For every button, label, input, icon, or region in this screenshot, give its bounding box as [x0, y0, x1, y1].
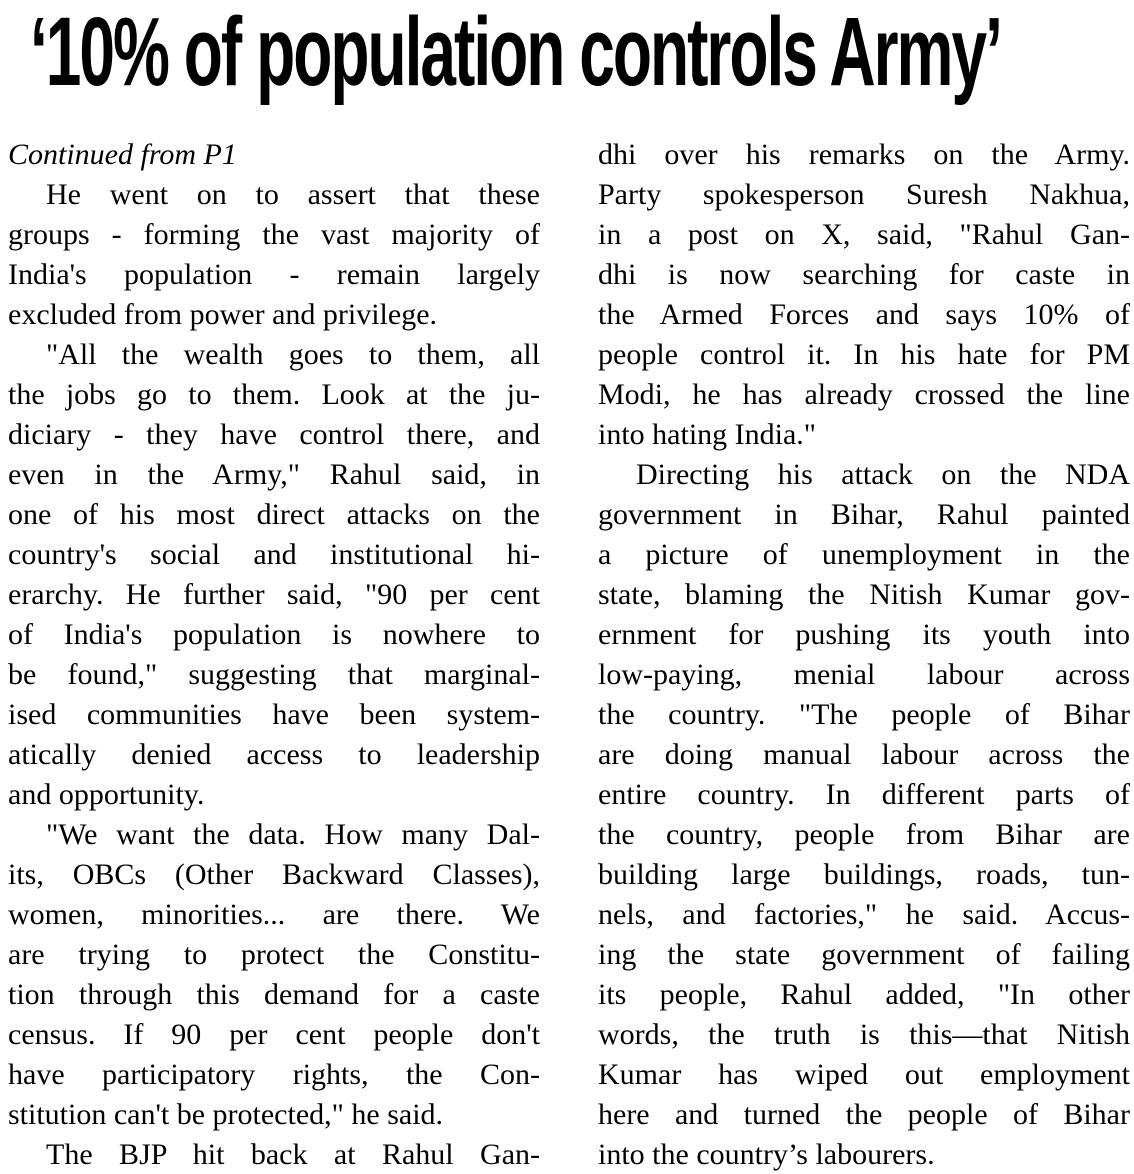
article-line: into the country’s labourers.: [598, 1138, 935, 1171]
article-line: state, blaming the Nitish Kumar gov-: [598, 578, 1130, 611]
article-line: excluded from power and privilege.: [8, 298, 438, 331]
article-line: entire country. In different parts of: [598, 778, 1130, 811]
article-line: be found," suggesting that marginal-: [8, 658, 540, 691]
article-line: building large buildings, roads, tun-: [598, 858, 1130, 891]
article-line: Continued from P1: [8, 138, 237, 171]
article-line: nels, and factories," he said. Accus-: [598, 898, 1130, 931]
article-line: He went on to assert that these: [46, 178, 540, 211]
article-line: ernment for pushing its youth into: [598, 618, 1130, 651]
article-line: a picture of unemployment in the: [598, 538, 1130, 571]
article-line: into hating India.": [598, 418, 817, 451]
article-line: Party spokesperson Suresh Nakhua,: [598, 178, 1130, 211]
article-line: India's population - remain largely: [8, 258, 540, 291]
article-line: the Armed Forces and says 10% of: [598, 298, 1130, 331]
article-line: low-paying, menial labour across: [598, 658, 1130, 691]
article-line: dhi is now searching for caste in: [598, 258, 1130, 291]
headline: ‘10% of population controls Army’: [30, 0, 1001, 106]
article-line: The BJP hit back at Rahul Gan-: [46, 1138, 540, 1171]
article-column-left: [8, 135, 540, 1174]
article-line: and opportunity.: [8, 778, 205, 811]
article-line: in a post on X, said, "Rahul Gan-: [598, 218, 1130, 251]
article-line: dhi over his remarks on the Army.: [598, 138, 1130, 171]
article-line: groups - forming the vast majority of: [8, 218, 540, 251]
article-line: Kumar has wiped out employment: [598, 1058, 1130, 1091]
article-line: women, minorities... are there. We: [8, 898, 540, 931]
article-line: words, the truth is this—that Nitish: [598, 1018, 1130, 1051]
article-line: erarchy. He further said, "90 per cent: [8, 578, 540, 611]
article-line: government in Bihar, Rahul painted: [598, 498, 1130, 531]
article-line: its people, Rahul added, "In other: [598, 978, 1130, 1011]
article-line: even in the Army," Rahul said, in: [8, 458, 540, 491]
article-line: ised communities have been system-: [8, 698, 540, 731]
article-line: "All the wealth goes to them, all: [46, 338, 540, 371]
article-line: its, OBCs (Other Backward Classes),: [8, 858, 540, 891]
article-body: [0, 135, 1134, 1174]
article-line: the country, people from Bihar are: [598, 818, 1130, 851]
article-line: country's social and institutional hi-: [8, 538, 540, 571]
article-line: "We want the data. How many Dal-: [46, 818, 540, 851]
article-line: have participatory rights, the Con-: [8, 1058, 540, 1091]
article-line: Modi, he has already crossed the line: [598, 378, 1130, 411]
article-line: of India's population is nowhere to: [8, 618, 540, 651]
headline-container: [0, 0, 1134, 106]
article-line: Directing his attack on the NDA: [636, 458, 1130, 491]
article-line: diciary - they have control there, and: [8, 418, 540, 451]
article-line: stitution can't be protected," he said.: [8, 1098, 444, 1131]
article-line: the jobs go to them. Look at the ju-: [8, 378, 540, 411]
article-line: tion through this demand for a caste: [8, 978, 540, 1011]
article-line: here and turned the people of Bihar: [598, 1098, 1130, 1131]
article-line: the country. "The people of Bihar: [598, 698, 1130, 731]
article-line: one of his most direct attacks on the: [8, 498, 540, 531]
article-line: ing the state government of failing: [598, 938, 1130, 971]
article-line: are trying to protect the Constitu-: [8, 938, 540, 971]
article-line: census. If 90 per cent people don't: [8, 1018, 540, 1051]
article-line: are doing manual labour across the: [598, 738, 1130, 771]
article-line: people control it. In his hate for PM: [598, 338, 1130, 371]
article-column-right: [598, 135, 1130, 1174]
article-line: atically denied access to leadership: [8, 738, 540, 771]
